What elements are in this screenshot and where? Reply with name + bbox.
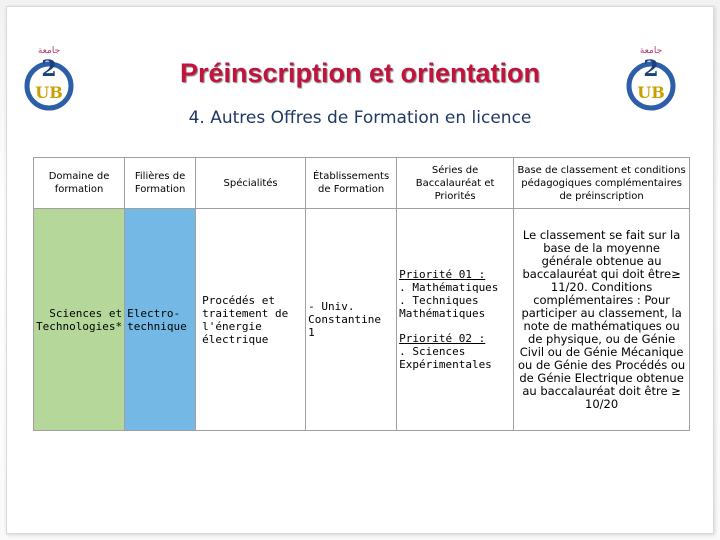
svg-text:UB: UB (35, 83, 63, 102)
cell-domaine: Sciences et Technologies* (34, 209, 125, 431)
cell-classement: Le classement se fait sur la base de la moyenne générale obtenue au baccalauréat qui doit être≥ 11/20. Conditions complémentaires : Pour participer au classement, la note de mathématiques ou de physique, ou de Génie Civil ou de Génie Mécanique ou de Génie des Procédés ou de Génie Electrique obtenue au baccalauréat doit être ≥ 10/20 (514, 209, 690, 431)
svg-text:UB: UB (637, 83, 665, 102)
priorite-2-items: . Sciences Expérimentales (399, 345, 492, 371)
table-row (34, 209, 690, 431)
header-series: Séries de Baccalauréat et Priorités (397, 158, 514, 209)
header-domaine: Domaine de formation (34, 158, 125, 209)
priorite-1-items: . Mathématiques . Techniques Mathématiques (399, 281, 499, 320)
cell-filiere: Electro-technique (125, 209, 196, 431)
priorite-1-label: Priorité 01 : (399, 268, 486, 281)
cell-series (397, 209, 514, 431)
header-filieres: Filières de Formation (125, 158, 196, 209)
header-specialites: Spécialités (196, 158, 306, 209)
header-classement: Base de classement et conditions pédagogiques complémentaires de préinscription (514, 158, 690, 209)
priorite-2-label: Priorité 02 : (399, 332, 486, 345)
logo-arabic-text: جامعة (37, 46, 61, 56)
header-etablissements: Établissements de Formation (306, 158, 397, 209)
page-title: Préinscription et orientation (179, 58, 541, 88)
table-header-row (34, 158, 690, 209)
page-subtitle: 4. Autres Offres de Formation en licence (188, 108, 532, 128)
svg-text:2: 2 (643, 56, 659, 82)
logo-arabic-text: جامعة (639, 46, 663, 56)
svg-text:2: 2 (41, 56, 57, 82)
cell-specialite: Procédés et traitement de l'énergie électrique (196, 209, 306, 431)
cell-etablissement: - Univ. Constantine 1 (306, 209, 397, 431)
formation-table (33, 157, 690, 431)
